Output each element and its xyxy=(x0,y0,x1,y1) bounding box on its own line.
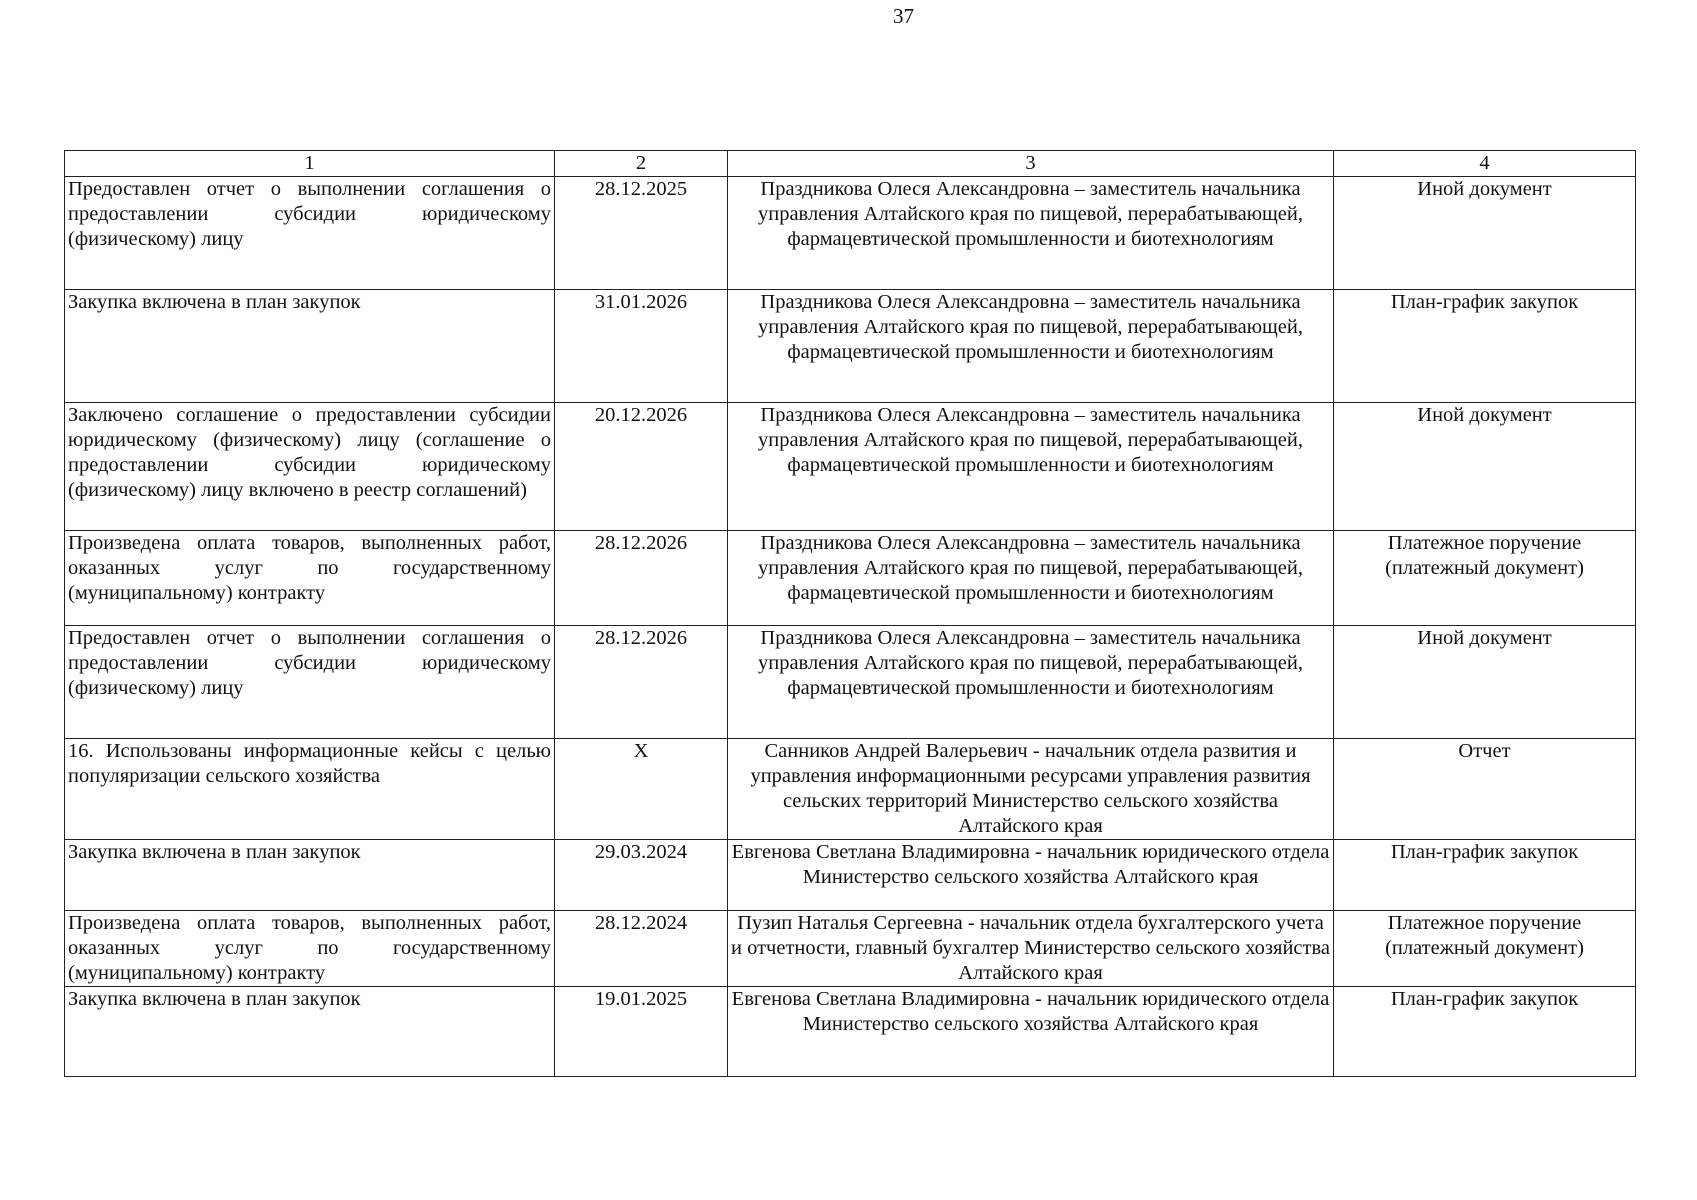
table-header-row xyxy=(65,151,1636,177)
date-cell: X xyxy=(555,739,728,840)
document-cell: Платежное поручение (платежный документ) xyxy=(1334,911,1636,987)
plan-table xyxy=(64,150,1636,1077)
event-cell: Произведена оплата товаров, выполненных работ, оказанных услуг по государственному (муниципальному) контракту xyxy=(65,531,555,626)
date-cell: 28.12.2024 xyxy=(555,911,728,987)
table-row xyxy=(65,531,1636,626)
responsible-cell: Санников Андрей Валерьевич - начальник отдела развития и управления информационными ресурсами управления развития сельских территорий Министерство сельского хозяйства Алтайского края xyxy=(728,739,1334,840)
event-cell: Закупка включена в план закупок xyxy=(65,290,555,403)
event-cell: Предоставлен отчет о выполнении соглашения о предоставлении субсидии юридическому (физическому) лицу xyxy=(65,177,555,290)
page-number: 37 xyxy=(893,4,914,28)
date-cell: 20.12.2026 xyxy=(555,403,728,531)
document-cell: План-график закупок xyxy=(1334,290,1636,403)
date-cell: 31.01.2026 xyxy=(555,290,728,403)
column-header-3: 3 xyxy=(728,151,1334,177)
column-header-2: 2 xyxy=(555,151,728,177)
date-cell: 19.01.2025 xyxy=(555,987,728,1077)
event-cell: Заключено соглашение о предоставлении субсидии юридическому (физическому) лицу (соглашение о предоставлении субсидии юридическому (физическому) лицу включено в реестр соглашений) xyxy=(65,403,555,531)
table-row xyxy=(65,290,1636,403)
responsible-cell: Евгенова Светлана Владимировна - начальник юридического отдела Министерство сельского хозяйства Алтайского края xyxy=(728,840,1334,911)
table-row xyxy=(65,403,1636,531)
responsible-cell: Праздникова Олеся Александровна – заместитель начальника управления Алтайского края по пищевой, перерабатывающей, фармацевтической промышленности и биотехнологиям xyxy=(728,531,1334,626)
table-row xyxy=(65,840,1636,911)
date-cell: 28.12.2026 xyxy=(555,531,728,626)
table-row xyxy=(65,987,1636,1077)
column-header-1: 1 xyxy=(65,151,555,177)
responsible-cell: Праздникова Олеся Александровна – заместитель начальника управления Алтайского края по пищевой, перерабатывающей, фармацевтической промышленности и биотехнологиям xyxy=(728,290,1334,403)
document-cell: План-график закупок xyxy=(1334,840,1636,911)
responsible-cell: Праздникова Олеся Александровна – заместитель начальника управления Алтайского края по пищевой, перерабатывающей, фармацевтической промышленности и биотехнологиям xyxy=(728,626,1334,739)
table-row xyxy=(65,911,1636,987)
document-cell: Иной документ xyxy=(1334,403,1636,531)
date-cell: 28.12.2025 xyxy=(555,177,728,290)
document-cell: Платежное поручение (платежный документ) xyxy=(1334,531,1636,626)
document-cell: План-график закупок xyxy=(1334,987,1636,1077)
column-header-4: 4 xyxy=(1334,151,1636,177)
event-cell: Произведена оплата товаров, выполненных работ, оказанных услуг по государственному (муниципальному) контракту xyxy=(65,911,555,987)
date-cell: 28.12.2026 xyxy=(555,626,728,739)
responsible-cell: Праздникова Олеся Александровна – заместитель начальника управления Алтайского края по пищевой, перерабатывающей, фармацевтической промышленности и биотехнологиям xyxy=(728,177,1334,290)
responsible-cell: Евгенова Светлана Владимировна - начальник юридического отдела Министерство сельского хозяйства Алтайского края xyxy=(728,987,1334,1077)
event-cell: Предоставлен отчет о выполнении соглашения о предоставлении субсидии юридическому (физическому) лицу xyxy=(65,626,555,739)
document-cell: Отчет xyxy=(1334,739,1636,840)
table-row xyxy=(65,739,1636,840)
event-cell: Закупка включена в план закупок xyxy=(65,840,555,911)
document-cell: Иной документ xyxy=(1334,626,1636,739)
responsible-cell: Праздникова Олеся Александровна – заместитель начальника управления Алтайского края по пищевой, перерабатывающей, фармацевтической промышленности и биотехнологиям xyxy=(728,403,1334,531)
document-cell: Иной документ xyxy=(1334,177,1636,290)
date-cell: 29.03.2024 xyxy=(555,840,728,911)
table-row xyxy=(65,626,1636,739)
table-row xyxy=(65,177,1636,290)
responsible-cell: Пузип Наталья Сергеевна - начальник отдела бухгалтерского учета и отчетности, главный бухгалтер Министерство сельского хозяйства Алтайского края xyxy=(728,911,1334,987)
event-cell: 16. Использованы информационные кейсы с целью популяризации сельского хозяйства xyxy=(65,739,555,840)
event-cell: Закупка включена в план закупок xyxy=(65,987,555,1077)
